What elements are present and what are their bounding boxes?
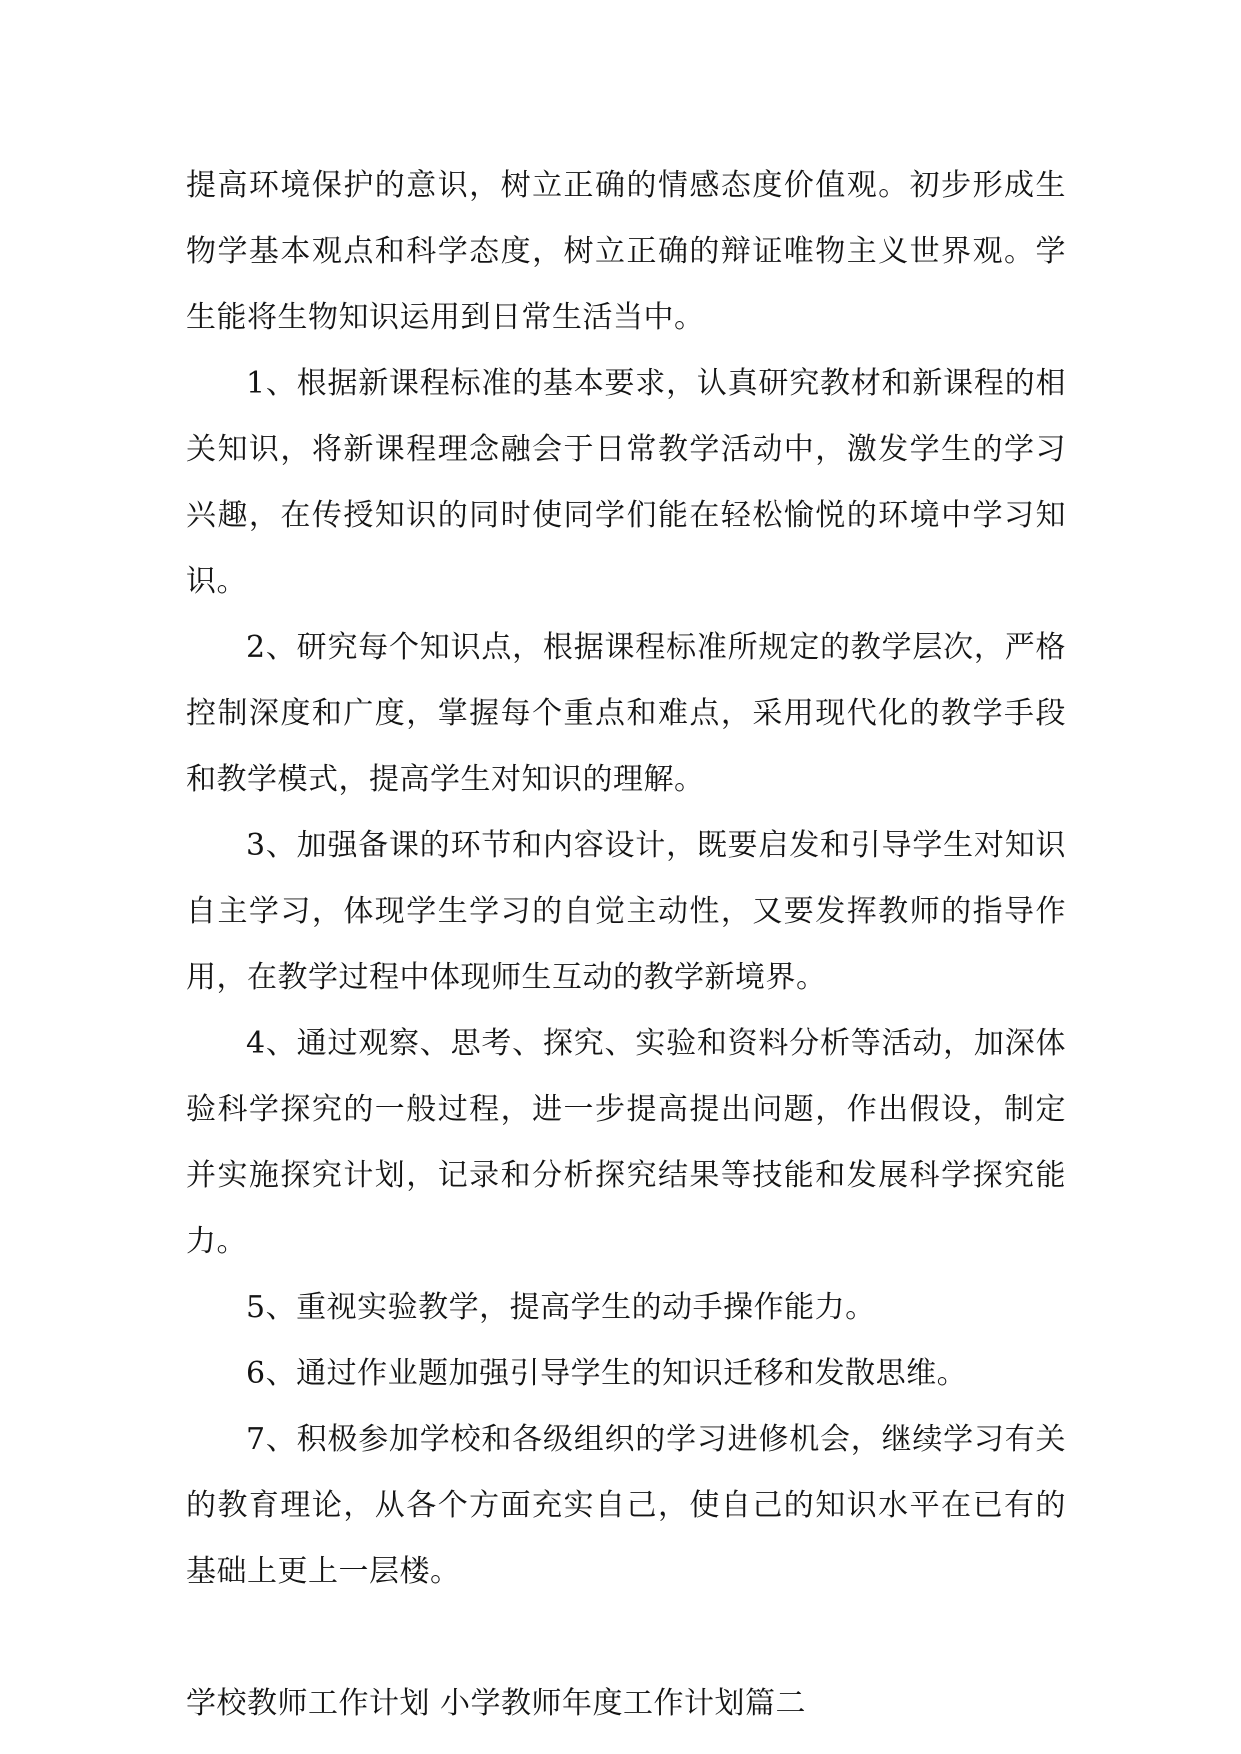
paragraph-item-4: 4、通过观察、思考、探究、实验和资料分析等活动，加深体验科学探究的一般过程，进一步提高提出问题，作出假设，制定并实施探究计划，记录和分析探究结果等技能和发展科学探究能力。 xyxy=(186,1026,1066,1259)
document-body xyxy=(186,153,1066,1737)
paragraph-item-6: 6、通过作业题加强引导学生的知识迁移和发散思维。 xyxy=(246,1356,968,1391)
paragraph-item-1: 1、根据新课程标准的基本要求，认真研究教材和新课程的相关知识，将新课程理念融会于日常教学活动中，激发学生的学习兴趣，在传授知识的同时使同学们能在轻松愉悦的环境中学习知识。 xyxy=(186,366,1066,599)
paragraph-item-7: 7、积极参加学校和各级组织的学习进修机会，继续学习有关的教育理论，从各个方面充实自己，使自己的知识水平在已有的基础上更上一层楼。 xyxy=(186,1422,1066,1589)
paragraph-item-2: 2、研究每个知识点，根据课程标准所规定的教学层次，严格控制深度和广度，掌握每个重点和难点，采用现代化的教学手段和教学模式，提高学生对知识的理解。 xyxy=(186,630,1066,797)
paragraph-continuation: 提高环境保护的意识，树立正确的情感态度价值观。初步形成生物学基本观点和科学态度，树立正确的辩证唯物主义世界观。学生能将生物知识运用到日常生活当中。 xyxy=(186,168,1066,335)
paragraph-item-5: 5、重视实验教学，提高学生的动手操作能力。 xyxy=(246,1290,876,1325)
section-heading: 学校教师工作计划 小学教师年度工作计划篇二 xyxy=(186,1686,807,1721)
paragraph-item-3: 3、加强备课的环节和内容设计，既要启发和引导学生对知识自主学习，体现学生学习的自觉主动性，又要发挥教师的指导作用，在教学过程中体现师生互动的教学新境界。 xyxy=(186,828,1066,995)
